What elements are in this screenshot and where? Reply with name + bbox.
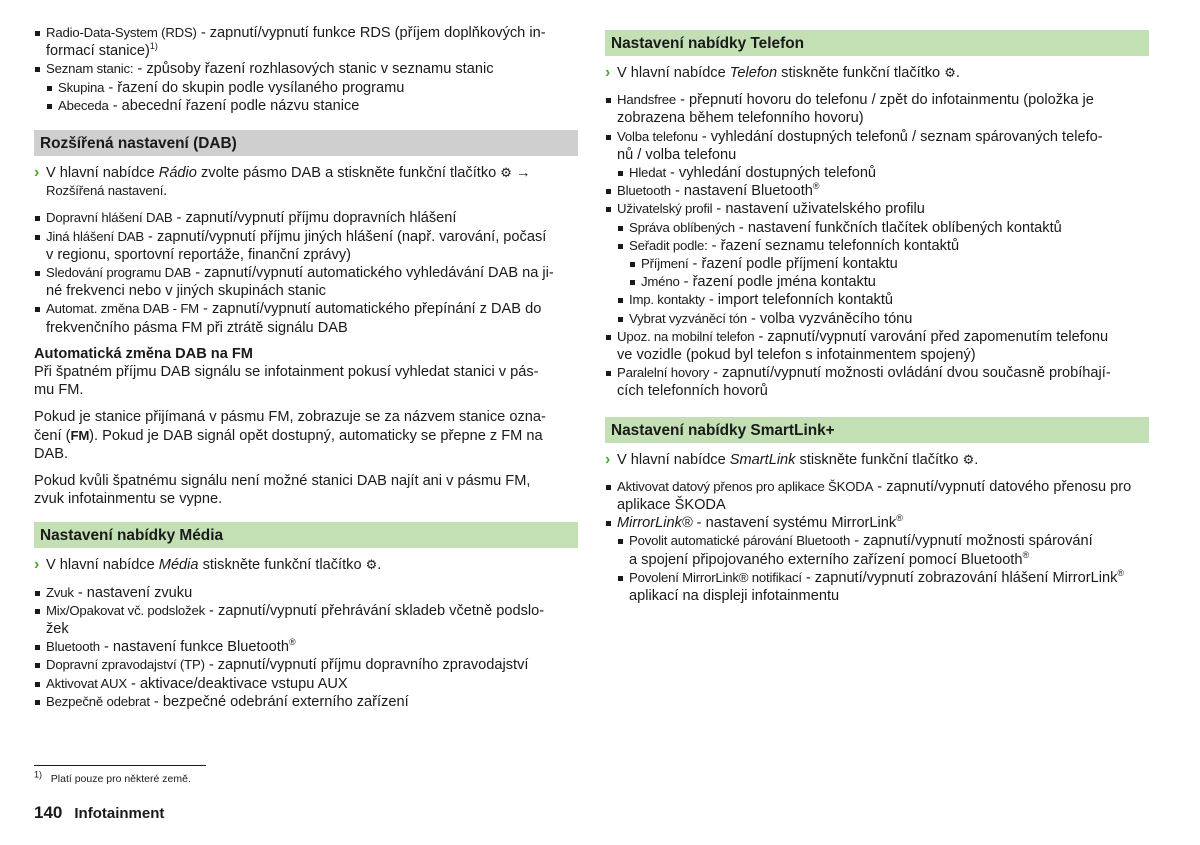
chapter-title: Infotainment — [74, 805, 165, 822]
list-item: Volba telefonu - vyhledání dostupných telefonů / seznam spárovaných telefo- nů / volba telefonu — [605, 128, 1149, 164]
list-item: Vybrat vyzváněcí tón - volba vyzváněcího tónu — [617, 310, 1149, 328]
right-column — [605, 30, 1149, 605]
list-item: Bluetooth - nastavení funkce Bluetooth® — [34, 638, 578, 656]
gear-icon: ⚙ — [962, 451, 975, 467]
list-item: Správa oblíbených - nastavení funkčních tlačítek oblíbených kontaktů — [617, 219, 1149, 237]
paragraph: Pokud kvůli špatnému signálu není možné stanici DAB najít ani v pásmu FM, zvuk infotainmentu se vypne. — [34, 473, 531, 508]
list-item: Příjmení - řazení podle příjmení kontaktu — [629, 255, 1149, 273]
list-item: Abeceda - abecední řazení podle názvu stanice — [46, 97, 578, 115]
instruction-step: › V hlavní nabídce Rádio zvolte pásmo DAB a stiskněte funkční tlačítko ⚙ → Rozšířená nastavení. — [34, 164, 531, 200]
list-item: Aktivovat datový přenos pro aplikace ŠKODA - zapnutí/vypnutí datového přenosu pro aplikace ŠKODA — [605, 478, 1149, 514]
list-item: Uživatelský profil - nastavení uživatelského profilu — [605, 200, 1149, 218]
subheading-auto-switch: Automatická změna DAB na FM — [34, 345, 253, 362]
list-item: Skupina - řazení do skupin podle vysílaného programu — [46, 79, 578, 97]
list-item: MirrorLink® - nastavení systému MirrorLink® — [605, 514, 1149, 532]
list-item: Bezpečně odebrat - bezpečné odebrání externího zařízení — [34, 693, 578, 711]
list-item: Paralelní hovory - zapnutí/vypnutí možnosti ovládání dvou současně probíhají- cích telefonních hovorů — [605, 364, 1149, 400]
list-item: Povolení MirrorLink® notifikací - zapnutí/vypnutí zobrazování hlášení MirrorLink® aplikací na displeji infotainmentu — [617, 569, 1149, 605]
list-item: Handsfree - přepnutí hovoru do telefonu / zpět do infotainmentu (položka je zobrazena během telefonního hovoru) — [605, 91, 1149, 127]
list-item: Dopravní hlášení DAB - zapnutí/vypnutí příjmu dopravních hlášení — [34, 209, 578, 227]
list-item: Povolit automatické párování Bluetooth - zapnutí/vypnutí možnosti spárování a spojení připojovaného externího zařízení pomocí Bluetooth® — [617, 532, 1149, 568]
section-header-telefon: Nastavení nabídky Telefon — [605, 30, 1149, 56]
gear-icon: ⚙ — [365, 557, 378, 573]
section-header-media: Nastavení nabídky Média — [34, 522, 578, 548]
step-arrow-icon: › — [34, 556, 40, 574]
list-item: Jiná hlášení DAB - zapnutí/vypnutí příjmu jiných hlášení (např. varování, počasí v regionu, sportovní reportáže, finanční zprávy) — [34, 228, 578, 264]
list-item: Aktivovat AUX - aktivace/deaktivace vstupu AUX — [34, 675, 578, 693]
list-item: Bluetooth - nastavení Bluetooth® — [605, 182, 1149, 200]
list-item: Seřadit podle: - řazení seznamu telefonních kontaktů — [617, 237, 1149, 255]
list-item: Upoz. na mobilní telefon - zapnutí/vypnutí varování před zapomenutím telefonu ve vozidle (pokud byl telefon s infotainmentem spojený) — [605, 328, 1149, 364]
section-header-dab: Rozšířená nastavení (DAB) — [34, 130, 578, 156]
step-arrow-icon: › — [605, 450, 611, 468]
list-item: Imp. kontakty - import telefonních kontaktů — [617, 291, 1149, 309]
instruction-step: › V hlavní nabídce Telefon stiskněte funkční tlačítko ⚙. — [605, 64, 960, 81]
list-item: Sledování programu DAB - zapnutí/vypnutí automatického vyhledávání DAB na ji- né frekvenci nebo v jiných skupinách stanic — [34, 264, 578, 300]
list-item: Seznam stanic: - způsoby řazení rozhlasových stanic v seznamu stanic — [34, 60, 578, 78]
list-item: Mix/Opakovat vč. podsložek - zapnutí/vypnutí přehrávání skladeb včetně podslo- žek — [34, 602, 578, 638]
list-item: Hledat - vyhledání dostupných telefonů — [617, 164, 1149, 182]
instruction-step: › V hlavní nabídce Média stiskněte funkční tlačítko ⚙. — [34, 556, 382, 574]
gear-icon: ⚙ — [500, 165, 512, 181]
step-arrow-icon: › — [605, 64, 611, 81]
footnote-divider — [34, 765, 206, 766]
page-footer — [34, 803, 164, 823]
list-item: Radio-Data-System (RDS) - zapnutí/vypnutí funkce RDS (příjem doplňkových in- formací stanice)$^{1)}$ — [34, 24, 578, 60]
paragraph: Při špatném příjmu DAB signálu se infotainment pokusí vyhledat stanici v pás- mu FM. — [34, 364, 539, 399]
gear-icon: ⚙ — [944, 65, 956, 80]
list-item: Automat. změna DAB - FM - zapnutí/vypnutí automatického přepínání z DAB do frekvenčního pásma FM při ztrátě signálu DAB — [34, 300, 578, 336]
section-header-smartlink: Nastavení nabídky SmartLink+ — [605, 417, 1149, 443]
list-item: Zvuk - nastavení zvuku — [34, 584, 578, 602]
list-item: Dopravní zpravodajství (TP) - zapnutí/vypnutí příjmu dopravního zpravodajství — [34, 656, 578, 674]
footnote: $^{1)}$ Platí pouze pro některé země. — [34, 769, 191, 785]
list-item: Jméno - řazení podle jména kontaktu — [629, 273, 1149, 291]
instruction-step: › V hlavní nabídce SmartLink stiskněte funkční tlačítko ⚙. — [605, 450, 979, 468]
paragraph: Pokud je stanice přijímaná v pásmu FM, zobrazuje se za názvem stanice ozna- čení (FM). Pokud je DAB signál opět dostupný, automaticky se přepne z FM na DAB. — [34, 409, 546, 462]
page-number: 140 — [34, 803, 63, 822]
left-column — [34, 24, 578, 711]
step-arrow-icon: › — [34, 164, 40, 182]
